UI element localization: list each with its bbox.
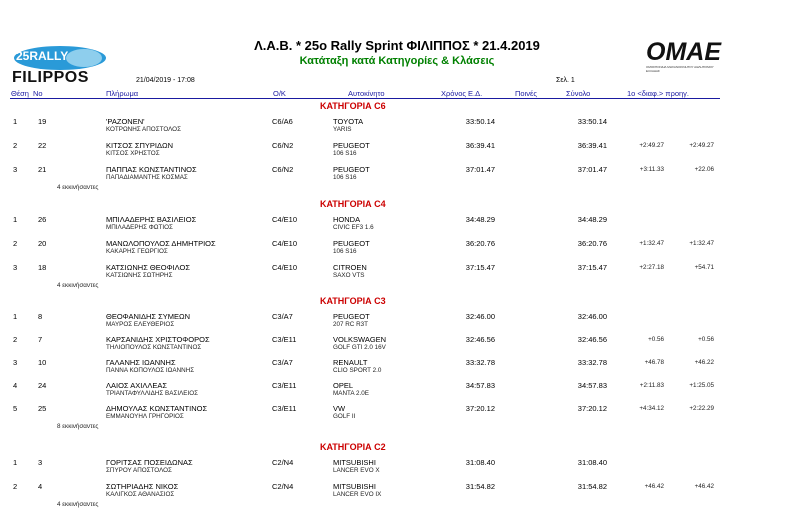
result-class: C2/N4 bbox=[272, 482, 294, 491]
result-diff-first: +1:32.47 bbox=[639, 240, 664, 247]
result-class: C3/A7 bbox=[272, 312, 293, 321]
result-total: 31:54.82 bbox=[577, 482, 607, 491]
page-subtitle: Κατάταξη κατά Κατηγορίες & Κλάσεις bbox=[299, 55, 495, 67]
result-diff-prev: +1:25.05 bbox=[689, 382, 714, 389]
result-codriver: ΚΙΤΣΟΣ ΧΡΗΣΤΟΣ bbox=[106, 150, 160, 157]
result-number: 3 bbox=[38, 458, 43, 467]
result-stage-time: 31:54.82 bbox=[465, 482, 495, 491]
result-car-make: PEUGEOT bbox=[333, 141, 370, 150]
header-divider bbox=[10, 98, 720, 99]
col-diff: 1ο <διαφ.> προηγ. bbox=[627, 89, 690, 98]
result-car-make: VW bbox=[333, 404, 346, 413]
result-driver: ΓΟΡΙΤΣΑΣ ΠΟΣΕΙΔΩΝΑΣ bbox=[106, 458, 193, 467]
result-car-make: PEUGEOT bbox=[333, 312, 370, 321]
result-class: C3/E11 bbox=[272, 381, 297, 390]
col-crew: Πλήρωμα bbox=[106, 89, 139, 98]
result-car-model: 106 S16 bbox=[333, 174, 357, 181]
result-number: 7 bbox=[38, 335, 43, 344]
result-codriver: ΚΑΤΣΙΩΝΗΣ ΣΩΤΗΡΗΣ bbox=[106, 272, 173, 279]
col-no: Νο bbox=[33, 89, 43, 98]
result-class: C3/A7 bbox=[272, 358, 293, 367]
col-total: Σύνολο bbox=[566, 89, 591, 98]
result-car-model: GOLF II bbox=[333, 413, 356, 420]
result-total: 37:15.47 bbox=[577, 263, 607, 272]
rally-logo-top: 25RALLY bbox=[16, 49, 69, 63]
result-car-model: LANCER EVO X bbox=[333, 467, 380, 474]
result-stage-time: 31:08.40 bbox=[465, 458, 495, 467]
category-heading: ΚΑΤΗΓΟΡΙΑ C2 bbox=[320, 442, 386, 452]
result-stage-time: 33:32.78 bbox=[465, 358, 495, 367]
result-codriver: ΜΑΥΡΟΣ ΕΛΕΥΘΕΡΙΟΣ bbox=[106, 321, 175, 328]
omae-logo-subtext: ΟΜΟΣΠΟΝΔΙΑ ΜΗΧΑΝΟΚΙΝΗΤΟΥ ΑΘΛΗΤΙΣΜΟΥ ΕΛΛΑΔΑΣ bbox=[646, 65, 714, 73]
result-diff-first: +4:34.12 bbox=[639, 405, 664, 412]
result-position: 1 bbox=[13, 215, 18, 224]
result-total: 31:08.40 bbox=[577, 458, 607, 467]
result-codriver: ΤΡΙΑΝΤΑΦΥΛΛΙΔΗΣ ΒΑΣΙΛΕΙΟΣ bbox=[106, 390, 199, 397]
result-number: 8 bbox=[38, 312, 43, 321]
result-codriver: ΚΑΚΑΡΗΣ ΓΕΩΡΓΙΟΣ bbox=[106, 248, 168, 255]
col-class: Ο/Κ bbox=[273, 89, 286, 98]
page-number: Σελ. 1 bbox=[556, 77, 575, 84]
result-diff-prev: +2:49.27 bbox=[689, 142, 714, 149]
result-driver: ΛΑΙΟΣ ΑΧΙΛΛΕΑΣ bbox=[106, 381, 167, 390]
result-total: 37:20.12 bbox=[577, 404, 607, 413]
result-car-make: CITROEN bbox=[333, 263, 367, 272]
result-total: 32:46.00 bbox=[577, 312, 607, 321]
result-codriver: ΠΑΠΑΔΙΑΜΑΝΤΗΣ ΚΟΣΜΑΣ bbox=[106, 174, 188, 181]
result-driver: ΚΙΤΣΟΣ ΣΠΥΡΙΔΩΝ bbox=[106, 141, 174, 150]
page-title: Λ.Α.Β. * 25ο Rally Sprint ΦΙΛΙΠΠΟΣ * 21.4.2019 bbox=[254, 38, 540, 53]
result-total: 34:48.29 bbox=[577, 215, 607, 224]
result-class: C3/E11 bbox=[272, 404, 297, 413]
result-number: 18 bbox=[38, 263, 47, 272]
result-stage-time: 33:50.14 bbox=[465, 117, 495, 126]
result-car-make: VOLKSWAGEN bbox=[333, 335, 387, 344]
result-number: 4 bbox=[38, 482, 43, 491]
result-codriver: ΜΠΙΛΑΔΕΡΗΣ ΦΩΤΙΟΣ bbox=[106, 224, 173, 231]
omae-logo-text: OMAE bbox=[646, 38, 721, 66]
result-car-make: MITSUBISHI bbox=[333, 458, 376, 467]
result-stage-time: 37:20.12 bbox=[465, 404, 495, 413]
result-car-make: TOYOTA bbox=[333, 117, 364, 126]
category-heading: ΚΑΤΗΓΟΡΙΑ C4 bbox=[320, 199, 386, 209]
result-position: 2 bbox=[13, 239, 18, 248]
result-diff-prev: +0.56 bbox=[698, 336, 714, 343]
result-driver: ΠΑΠΠΑΣ ΚΩΝΣΤΑΝΤΙΝΟΣ bbox=[106, 165, 197, 174]
result-driver: ΚΑΡΣΑΝΙΔΗΣ ΧΡΙΣΤΟΦΟΡΟΣ bbox=[106, 335, 210, 344]
result-diff-prev: +22.06 bbox=[694, 166, 714, 173]
result-position: 1 bbox=[13, 117, 18, 126]
result-stage-time: 37:01.47 bbox=[465, 165, 495, 174]
result-class: C2/N4 bbox=[272, 458, 294, 467]
result-position: 2 bbox=[13, 335, 18, 344]
result-car-model: YARIS bbox=[333, 126, 352, 133]
category-heading: ΚΑΤΗΓΟΡΙΑ C3 bbox=[320, 296, 386, 306]
result-diff-first: +2:11.83 bbox=[639, 382, 664, 389]
result-number: 21 bbox=[38, 165, 47, 174]
result-diff-first: +46.78 bbox=[644, 359, 664, 366]
result-class: C3/E11 bbox=[272, 335, 297, 344]
result-number: 10 bbox=[38, 358, 47, 367]
result-diff-first: +2:27.18 bbox=[639, 264, 664, 271]
result-class: C6/A6 bbox=[272, 117, 293, 126]
result-position: 1 bbox=[13, 312, 18, 321]
result-diff-first: +3:11.33 bbox=[639, 166, 664, 173]
result-diff-prev: +1:32.47 bbox=[689, 240, 714, 247]
result-position: 5 bbox=[13, 404, 18, 413]
result-codriver: ΚΑΛΙΓΚΟΣ ΑΘΑΝΑΣΙΟΣ bbox=[106, 491, 175, 498]
result-stage-time: 34:57.83 bbox=[465, 381, 495, 390]
result-driver: 'ΡΑΖΟΝΕΝ' bbox=[106, 117, 145, 126]
result-codriver: ΠΑΝΝΑ ΚΟΠΟΥΛΟΣ ΙΩΑΝΝΗΣ bbox=[106, 367, 195, 374]
starters-count: 4 εκκινήσαντες bbox=[57, 501, 99, 508]
result-total: 33:32.78 bbox=[577, 358, 607, 367]
result-diff-first: +0.56 bbox=[648, 336, 664, 343]
result-position: 4 bbox=[13, 381, 18, 390]
result-diff-prev: +54.71 bbox=[694, 264, 714, 271]
result-total: 36:20.76 bbox=[577, 239, 607, 248]
starters-count: 8 εκκινήσαντες bbox=[57, 423, 99, 430]
result-driver: ΘΕΟΦΑΝΙΔΗΣ ΣΥΜΕΩΝ bbox=[106, 312, 190, 321]
result-diff-first: +46.42 bbox=[644, 483, 664, 490]
result-total: 34:57.83 bbox=[577, 381, 607, 390]
result-car-model: 106 S16 bbox=[333, 248, 357, 255]
result-driver: ΚΑΤΣΙΩΝΗΣ ΘΕΟΦΙΛΟΣ bbox=[106, 263, 190, 272]
result-number: 20 bbox=[38, 239, 47, 248]
result-position: 2 bbox=[13, 141, 18, 150]
col-car: Αυτοκίνητο bbox=[348, 89, 385, 98]
result-position: 3 bbox=[13, 165, 18, 174]
result-total: 36:39.41 bbox=[577, 141, 607, 150]
result-car-model: 106 S16 bbox=[333, 150, 357, 157]
result-position: 2 bbox=[13, 482, 18, 491]
result-car-make: HONDA bbox=[333, 215, 361, 224]
result-number: 26 bbox=[38, 215, 47, 224]
col-penalties: Ποινές bbox=[515, 89, 537, 98]
print-datetime: 21/04/2019 - 17:08 bbox=[136, 77, 195, 84]
result-car-model: 207 RC R3T bbox=[333, 321, 368, 328]
result-stage-time: 36:20.76 bbox=[465, 239, 495, 248]
rally-logo-bottom: FILIPPOS bbox=[12, 69, 89, 86]
result-class: C6/N2 bbox=[272, 141, 294, 150]
result-number: 25 bbox=[38, 404, 47, 413]
result-stage-time: 36:39.41 bbox=[465, 141, 495, 150]
result-stage-time: 32:46.00 bbox=[465, 312, 495, 321]
starters-count: 4 εκκινήσαντες bbox=[57, 282, 99, 289]
result-car-model: CLIO SPORT 2.0 bbox=[333, 367, 382, 374]
result-class: C4/E10 bbox=[272, 263, 298, 272]
result-driver: ΓΑΛΑΝΗΣ ΙΩΑΝΝΗΣ bbox=[106, 358, 176, 367]
starters-count: 4 εκκινήσαντες bbox=[57, 184, 99, 191]
result-total: 32:46.56 bbox=[577, 335, 607, 344]
result-car-make: OPEL bbox=[333, 381, 354, 390]
result-driver: ΜΠΙΛΑΔΕΡΗΣ ΒΑΣΙΛΕΙΟΣ bbox=[106, 215, 197, 224]
result-codriver: ΕΜΜΑΝΟΥΗΛ ΓΡΗΓΟΡΙΟΣ bbox=[106, 413, 184, 420]
result-codriver: ΣΠΥΡΟΥ ΑΠΟΣΤΟΛΟΣ bbox=[106, 467, 172, 474]
category-heading: ΚΑΤΗΓΟΡΙΑ C6 bbox=[320, 101, 386, 111]
result-car-make: PEUGEOT bbox=[333, 165, 370, 174]
result-codriver: ΚΟΤΡΩΝΗΣ ΑΠΟΣΤΟΛΟΣ bbox=[106, 126, 181, 133]
result-car-model: SAXO VTS bbox=[333, 272, 365, 279]
result-position: 3 bbox=[13, 263, 18, 272]
result-car-make: PEUGEOT bbox=[333, 239, 370, 248]
result-number: 19 bbox=[38, 117, 47, 126]
result-diff-prev: +2:22.29 bbox=[689, 405, 714, 412]
result-stage-time: 37:15.47 bbox=[465, 263, 495, 272]
result-class: C4/E10 bbox=[272, 215, 298, 224]
result-total: 33:50.14 bbox=[577, 117, 607, 126]
result-car-model: LANCER EVO IX bbox=[333, 491, 382, 498]
result-diff-first: +2:49.27 bbox=[639, 142, 664, 149]
result-driver: ΔΗΜΟΥΛΑΣ ΚΩΝΣΤΑΝΤΙΝΟΣ bbox=[106, 404, 208, 413]
result-car-model: GOLF GTI 2.0 16V bbox=[333, 344, 386, 351]
result-position: 3 bbox=[13, 358, 18, 367]
result-stage-time: 34:48.29 bbox=[465, 215, 495, 224]
result-stage-time: 32:46.56 bbox=[465, 335, 495, 344]
result-driver: ΜΑΝΩΛΟΠΟΥΛΟΣ ΔΗΜΗΤΡΙΟΣ bbox=[106, 239, 216, 248]
result-driver: ΣΩΤΗΡΙΑΔΗΣ ΝΙΚΟΣ bbox=[106, 482, 179, 491]
result-car-model: CIVIC EF3 1.6 bbox=[333, 224, 374, 231]
result-codriver: ΤΗΛΙΟΠΟΥΛΟΣ ΚΩΝΣΤΑΝΤΙΝΟΣ bbox=[106, 344, 202, 351]
result-class: C6/N2 bbox=[272, 165, 294, 174]
result-car-make: RENAULT bbox=[333, 358, 368, 367]
result-car-make: MITSUBISHI bbox=[333, 482, 376, 491]
col-stage-time: Χρόνος Ε.Δ. bbox=[441, 89, 483, 98]
result-diff-prev: +46.42 bbox=[694, 483, 714, 490]
result-total: 37:01.47 bbox=[577, 165, 607, 174]
result-diff-prev: +46.22 bbox=[694, 359, 714, 366]
result-number: 24 bbox=[38, 381, 47, 390]
col-pos: Θέση bbox=[11, 89, 29, 98]
result-position: 1 bbox=[13, 458, 18, 467]
result-number: 22 bbox=[38, 141, 47, 150]
result-car-model: MANTA 2.0E bbox=[333, 390, 369, 397]
result-class: C4/E10 bbox=[272, 239, 298, 248]
